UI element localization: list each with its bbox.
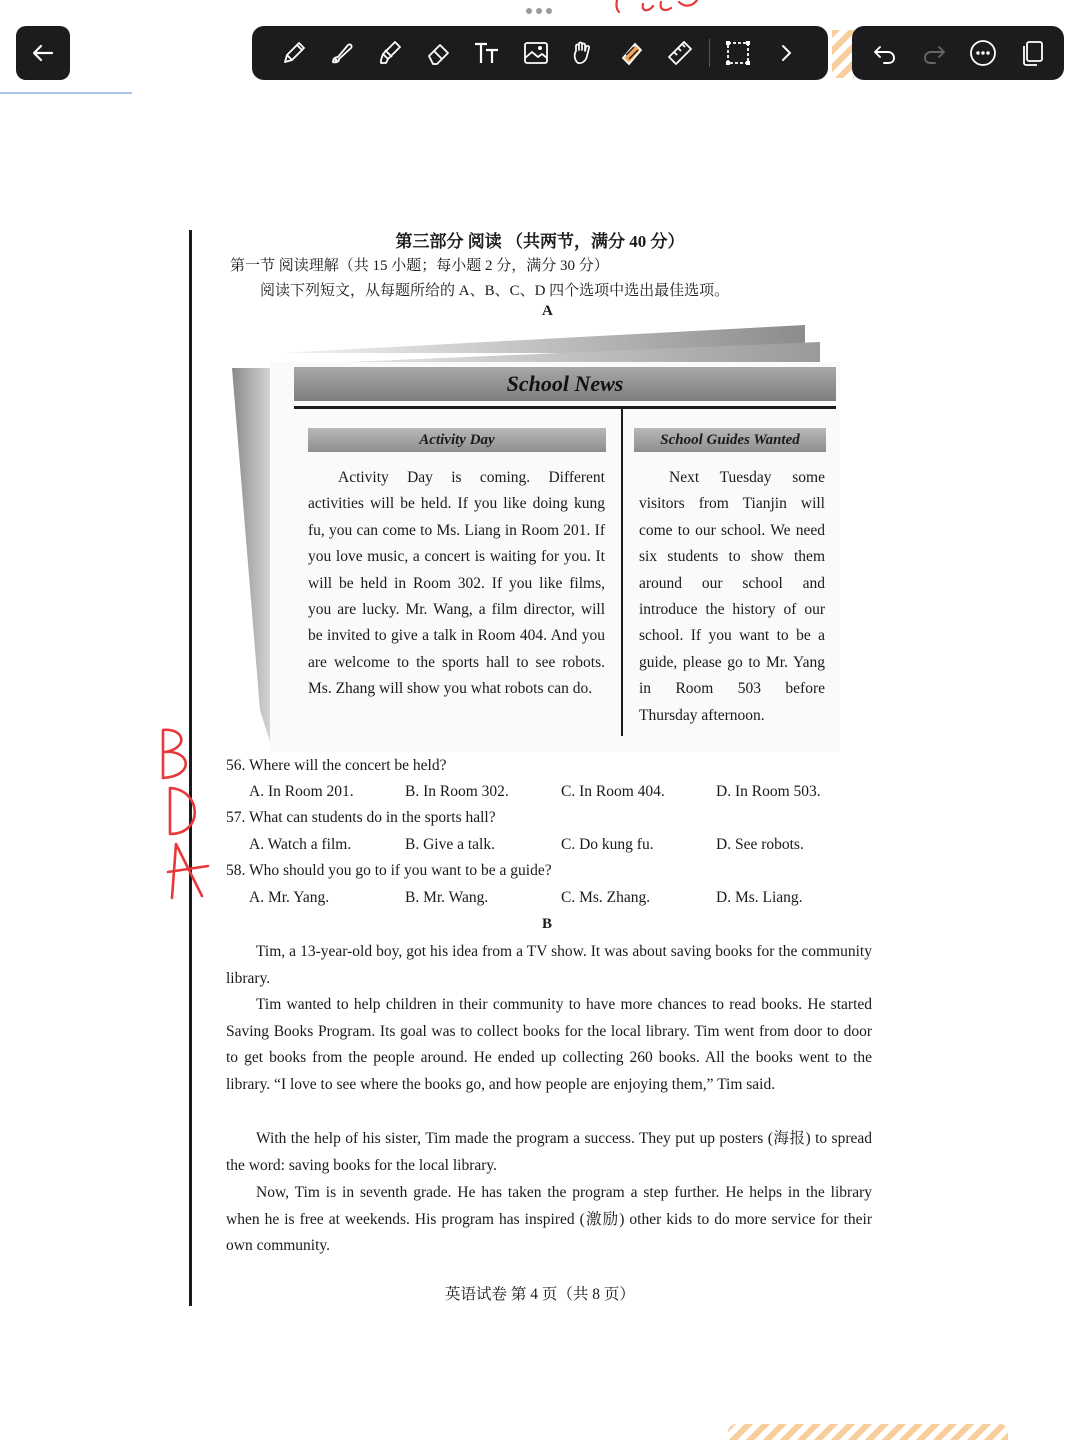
tape-decoration xyxy=(832,30,854,78)
passage-a-label: A xyxy=(542,303,553,319)
back-button[interactable] xyxy=(16,26,70,80)
option-57-d: D. See robots. xyxy=(716,836,804,853)
sub-title: 第一节 阅读理解（共 15 小题；每小题 2 分，满分 30 分） xyxy=(230,258,609,274)
option-58-c: C. Ms. Zhang. xyxy=(561,889,651,906)
brush-tool-button[interactable] xyxy=(318,33,366,73)
sticker-tool-button[interactable] xyxy=(608,33,656,73)
drawing-toolbar xyxy=(252,26,828,80)
ruler-tool-button[interactable] xyxy=(656,33,704,73)
left-column-body: Activity Day is coming. Different activities will be held. If you like doing kung fu, you can come to Ms. Liang in Room 201. If you love music, a concert is waiting for you. It will be held in Room 302. If you like films, you are lucky. Mr. Wang, a film director, will be invited to give a talk in Room 404. And you are welcome to the sports hall to see robots. Ms. Zhang will show you what robots can do. xyxy=(308,469,605,698)
pages-button[interactable] xyxy=(1010,33,1054,73)
undo-icon xyxy=(870,38,900,68)
image-icon xyxy=(521,38,551,68)
passage-b-paragraph-3: With the help of his sister, Tim made the program a success. They put up posters (海报) to spread the word: saving books for the local library. xyxy=(226,1130,872,1174)
option-57-c: C. Do kung fu. xyxy=(561,836,654,853)
handwritten-answer-b xyxy=(155,726,205,786)
passage-b-paragraph-1: Tim, a 13-year-old boy, got his idea from a TV show. It was about saving books for the community library. xyxy=(226,943,872,987)
option-58-a: A. Mr. Yang. xyxy=(249,889,330,906)
newspaper-side-sheet xyxy=(232,368,272,748)
lasso-hand-icon xyxy=(569,38,599,68)
option-57-a: A. Watch a film. xyxy=(249,836,352,853)
lasso-tool-button[interactable] xyxy=(560,33,608,73)
option-56-d: D. In Room 503. xyxy=(716,783,821,800)
option-56-b: B. In Room 302. xyxy=(405,783,509,800)
toolbar-separator xyxy=(709,39,710,67)
newspaper-masthead: School News xyxy=(294,367,836,401)
tape-decoration xyxy=(728,1424,1008,1440)
passage-b-paragraph-2: Tim wanted to help children in their community to have more chances to read books. He started Saving Books Program. Its goal was to collect books for the local library. Tim went from door to door to get books from the people around. He ended up collecting 260 books. All the books went to the library. “I love to see where the books go, and how people are enjoying them,” Tim said. xyxy=(226,996,872,1093)
ink-stroke-top xyxy=(605,0,705,16)
pen-tool-button[interactable] xyxy=(270,33,318,73)
instruction: 阅读下列短文，从每题所给的 A、B、C、D 四个选项中选出最佳选项。 xyxy=(260,283,730,299)
window-grabber[interactable] xyxy=(526,8,556,16)
masthead-rule xyxy=(294,406,836,409)
question-56: 56. Where will the concert be held? xyxy=(226,757,447,774)
option-56-a: A. In Room 201. xyxy=(249,783,354,800)
ruler-icon xyxy=(665,38,695,68)
undo-button[interactable] xyxy=(863,33,907,73)
page-footer: 英语试卷 第 4 页（共 8 页） xyxy=(445,1286,635,1303)
option-57-b: B. Give a talk. xyxy=(405,836,495,853)
handwritten-answer-d xyxy=(160,784,210,844)
image-tool-button[interactable] xyxy=(511,33,559,73)
handwritten-answer-a xyxy=(162,840,212,900)
column-divider xyxy=(621,408,623,736)
pen-icon xyxy=(279,38,309,68)
header-underline xyxy=(0,92,132,94)
option-56-c: C. In Room 404. xyxy=(561,783,665,800)
highlighter-icon xyxy=(376,38,406,68)
redo-button[interactable] xyxy=(912,33,956,73)
highlighter-tool-button[interactable] xyxy=(367,33,415,73)
arrow-left-icon xyxy=(30,40,56,66)
brush-icon xyxy=(327,38,357,68)
passage-b-label: B xyxy=(542,916,553,932)
more-tools-button[interactable] xyxy=(762,33,810,73)
chevron-right-icon xyxy=(771,38,801,68)
text-tool-button[interactable] xyxy=(463,33,511,73)
option-58-b: B. Mr. Wang. xyxy=(405,889,489,906)
eraser-tool-button[interactable] xyxy=(415,33,463,73)
right-column-heading: School Guides Wanted xyxy=(634,428,826,452)
eraser-icon xyxy=(424,38,454,68)
right-column-body: Next Tuesday some visitors from Tianjin will come to our school. We need six students to show them around our school and introduce the history of our school. If you want to be a guide, please go to Mr. Yang in Room 503 before Thursday afternoon. xyxy=(639,469,825,724)
sticker-icon xyxy=(617,38,647,68)
passage-b-paragraph-4: Now, Tim is in seventh grade. He has taken the program a step further. He helps in the library when he is free at weekends. His program has inspired (激励) other kids to do more service for their own community. xyxy=(226,1184,872,1255)
pages-icon xyxy=(1017,38,1047,68)
more-options-button[interactable] xyxy=(961,33,1005,73)
left-column-heading: Activity Day xyxy=(308,428,606,452)
redo-icon xyxy=(919,38,949,68)
action-toolbar xyxy=(852,26,1064,80)
text-icon xyxy=(472,38,502,68)
question-58: 58. Who should you go to if you want to be a guide? xyxy=(226,862,552,879)
more-icon xyxy=(968,38,998,68)
selection-icon xyxy=(723,38,753,68)
question-57: 57. What can students do in the sports hall? xyxy=(226,809,496,826)
section-title: 第三部分 阅读 （共两节，满分 40 分） xyxy=(395,232,685,251)
selection-tool-button[interactable] xyxy=(714,33,762,73)
option-58-d: D. Ms. Liang. xyxy=(716,889,803,906)
